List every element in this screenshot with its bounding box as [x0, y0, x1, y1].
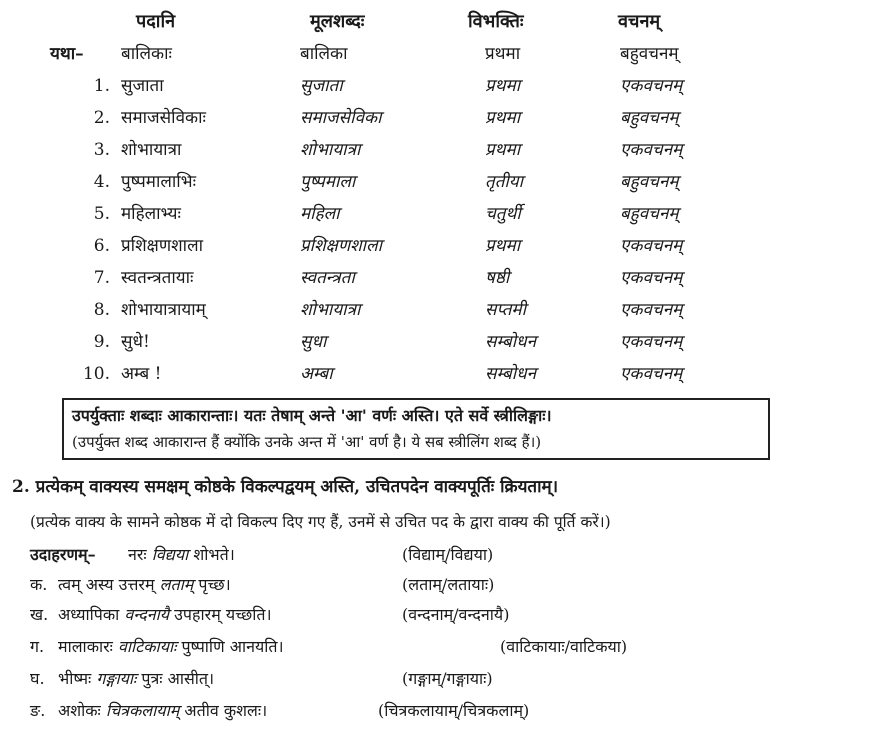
cell-padani: समाजसेविकाः: [121, 108, 206, 128]
cell-mulashabda: समाजसेविका: [300, 108, 382, 128]
question-subtitle: (प्रत्येक वाक्य के सामने कोष्ठक में दो विकल्प दिए गए हैं, उनमें से उचित पद के द्वारा वाक्य की पूर्ति करें।): [30, 513, 611, 531]
sentence: [58, 696, 267, 726]
item-label: ङ.: [30, 701, 46, 720]
sentence: [58, 600, 272, 630]
table-row-example: [0, 40, 873, 68]
table-row: [0, 232, 873, 260]
cell-vachanam: एकवचनम्: [620, 364, 683, 384]
cell-mulashabda: शोभायात्रा: [300, 140, 361, 160]
cell-mulashabda: प्रशिक्षणशाला: [300, 236, 383, 256]
example-label: यथा–: [50, 44, 84, 64]
cell-vachanam: एकवचनम्: [620, 140, 683, 160]
table-row: [0, 264, 873, 292]
table-row: [0, 104, 873, 132]
sentence-pre: नरः: [128, 545, 147, 564]
sentence-answer: वाटिकायाः: [118, 637, 177, 656]
table-row: [0, 360, 873, 388]
options: (लताम्/लतायाः): [402, 575, 495, 594]
cell-mulashabda: अम्बा: [300, 364, 333, 384]
item-label: ख.: [30, 605, 49, 624]
table-row: [0, 72, 873, 100]
cell-vibhakti: चतुर्थी: [485, 204, 521, 224]
cell-padani: बालिकाः: [121, 44, 172, 64]
question-item: [30, 632, 870, 662]
note-hindi: (उपर्युक्त शब्द आकारान्त हैं क्योंकि उनके अन्त में 'आ' वर्ण है। ये सब स्त्रीलिंग शब्द हैं।): [72, 433, 542, 451]
cell-vachanam: एकवचनम्: [620, 332, 683, 352]
header-mulashabda: मूलशब्दः: [310, 11, 365, 32]
sentence-pre: भीष्मः: [58, 669, 92, 688]
item-label: ग.: [30, 637, 45, 656]
cell-padani: पुष्पमालाभिः: [121, 172, 197, 192]
table-row: [0, 136, 873, 164]
row-number: 9.: [93, 332, 110, 352]
table-header: [0, 8, 873, 36]
cell-mulashabda: शोभायात्रा: [300, 300, 361, 320]
cell-vibhakti: प्रथमा: [485, 236, 521, 256]
item-label: घ.: [30, 669, 45, 688]
sentence: [58, 632, 284, 662]
example-label: उदाहरणम्–: [30, 545, 96, 564]
cell-vibhakti: सम्बोधन: [485, 364, 537, 384]
cell-vibhakti: प्रथमा: [485, 44, 521, 64]
row-number: 3.: [93, 140, 110, 160]
cell-vibhakti: तृतीया: [485, 172, 524, 192]
sentence-post: अतीव कुशलः।: [184, 701, 268, 720]
cell-padani: शोभायात्रायाम्: [121, 300, 206, 320]
cell-vibhakti: सम्बोधन: [485, 332, 537, 352]
cell-mulashabda: बालिका: [300, 44, 348, 64]
options: (गङ्गाम्/गङ्गायाः): [402, 669, 493, 688]
row-number: 7.: [93, 268, 110, 288]
cell-padani: शोभायात्रा: [121, 140, 182, 160]
sentence-post: पुष्पाणि आनयति।: [181, 637, 284, 656]
cell-padani: सुजाता: [121, 76, 164, 96]
question-example: [30, 540, 870, 570]
cell-vibhakti: षष्ठी: [485, 268, 510, 288]
header-vachanam: वचनम्: [618, 11, 661, 32]
sentence-pre: त्वम् अस्य उत्तरम्: [58, 575, 155, 594]
cell-padani: महिलाभ्यः: [121, 204, 181, 224]
sentence-pre: अध्यापिका: [58, 605, 120, 624]
header-padani: पदानि: [136, 11, 176, 32]
table-row: [0, 296, 873, 324]
sentence-post: पुत्रः आसीत्।: [141, 669, 215, 688]
question-item: [30, 664, 870, 694]
options: (वन्दनाम्/वन्दनायै): [402, 605, 510, 624]
header-vibhakti: विभक्तिः: [468, 11, 524, 32]
cell-vibhakti: सप्तमी: [485, 300, 526, 320]
cell-vachanam: एकवचनम्: [620, 236, 683, 256]
sentence-post: पृच्छ।: [198, 575, 231, 594]
sentence: [128, 540, 235, 570]
sentence: [58, 664, 214, 694]
row-number: 5.: [93, 204, 110, 224]
row-number: 8.: [93, 300, 110, 320]
table-row: [0, 168, 873, 196]
options: (चित्रकलायाम्/चित्रकलाम्): [378, 701, 530, 720]
cell-vachanam: बहुवचनम्: [620, 204, 679, 224]
cell-mulashabda: सुजाता: [300, 76, 343, 96]
cell-padani: प्रशिक्षणशाला: [121, 236, 204, 256]
note-sanskrit: उपर्युक्ताः शब्दाः आकारान्ताः। यतः तेषाम् अन्ते 'आ' वर्णः अस्ति। एते सर्वे स्त्रीलिङ्गाः।: [72, 406, 552, 425]
sentence-post: शोभते।: [193, 545, 235, 564]
row-number: 10.: [82, 364, 110, 384]
row-number: 2.: [93, 108, 110, 128]
sentence-answer: विद्यया: [151, 545, 189, 564]
sentence-pre: मालाकारः: [58, 637, 113, 656]
row-number: 4.: [93, 172, 110, 192]
sentence-post: उपहारम् यच्छति।: [174, 605, 272, 624]
cell-mulashabda: सुधा: [300, 332, 327, 352]
cell-vibhakti: प्रथमा: [485, 76, 521, 96]
options: (वाटिकायाः/वाटिकया): [500, 637, 628, 656]
question-item: [30, 696, 870, 726]
question-item: [30, 600, 870, 630]
note-box: [62, 398, 770, 460]
row-number: 6.: [93, 236, 110, 256]
cell-vibhakti: प्रथमा: [485, 140, 521, 160]
sentence-answer: गङ्गायाः: [96, 669, 137, 688]
table-row: [0, 328, 873, 356]
sentence: [58, 570, 231, 600]
cell-padani: अम्ब !: [121, 364, 162, 384]
sentence-answer: चित्रकलायाम्: [105, 701, 180, 720]
sentence-pre: अशोकः: [58, 701, 101, 720]
cell-mulashabda: पुष्पमाला: [300, 172, 356, 192]
cell-vachanam: एकवचनम्: [620, 300, 683, 320]
question-title: 2. प्रत्येकम् वाक्यस्य समक्षम् कोष्ठके विकल्पद्वयम् अस्ति, उचितपदेन वाक्यपूर्तिः क्रियताम्।: [12, 477, 559, 497]
cell-vibhakti: प्रथमा: [485, 108, 521, 128]
row-number: 1.: [93, 76, 110, 96]
cell-vachanam: एकवचनम्: [620, 268, 683, 288]
cell-vachanam: बहुवचनम्: [620, 172, 679, 192]
question-item: [30, 570, 870, 600]
item-label: क.: [30, 575, 48, 594]
cell-padani: सुधे!: [121, 332, 150, 352]
cell-vachanam: बहुवचनम्: [620, 108, 679, 128]
cell-vachanam: एकवचनम्: [620, 76, 683, 96]
cell-vachanam: बहुवचनम्: [620, 44, 679, 64]
table-row: [0, 200, 873, 228]
options: (विद्याम्/विद्यया): [402, 545, 494, 564]
sentence-answer: वन्दनायै: [124, 605, 170, 624]
cell-padani: स्वतन्त्रतायाः: [121, 268, 194, 288]
cell-mulashabda: स्वतन्त्रता: [300, 268, 355, 288]
sentence-answer: लताम्: [159, 575, 194, 594]
cell-mulashabda: महिला: [300, 204, 340, 224]
